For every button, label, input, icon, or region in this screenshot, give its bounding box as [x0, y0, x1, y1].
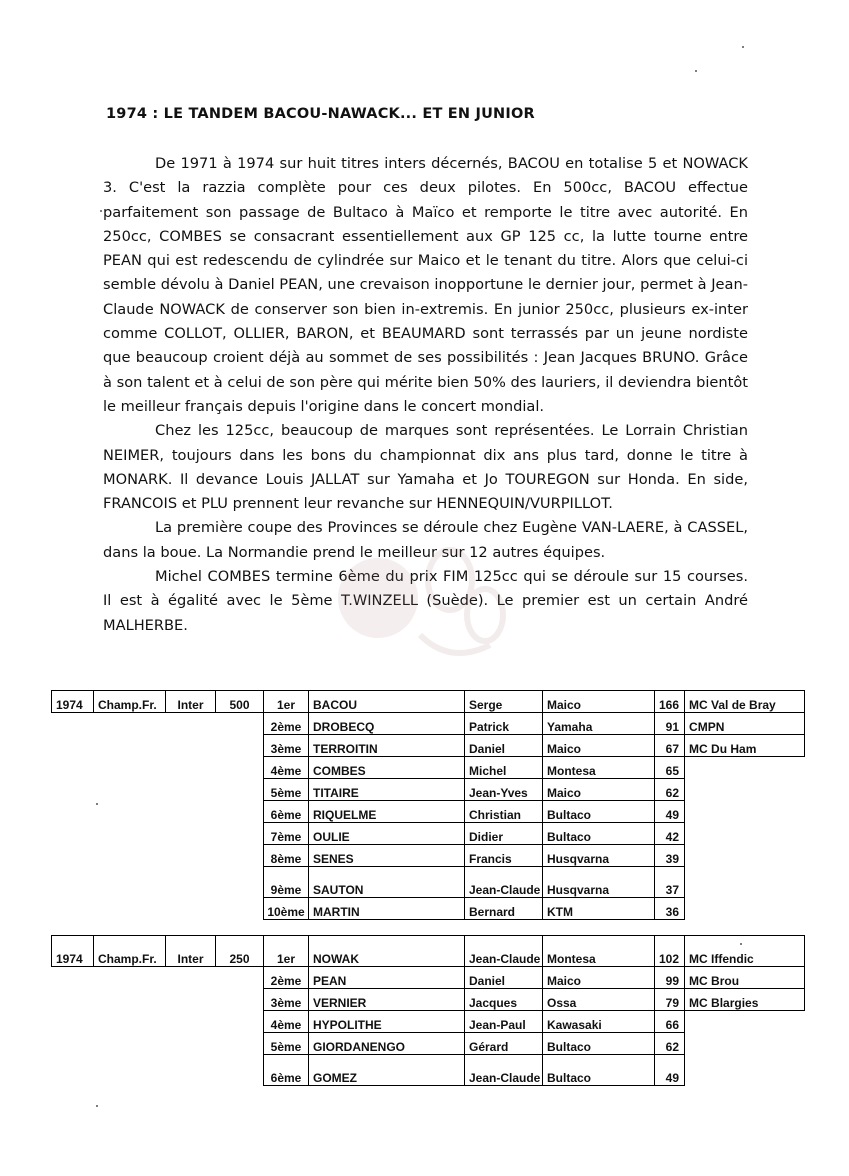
points-cell: 37 [655, 867, 685, 898]
table-row [52, 779, 805, 801]
empty-cell [52, 1055, 94, 1086]
empty-cell [52, 801, 94, 823]
points-cell: 65 [655, 757, 685, 779]
position-cell: 4ème [264, 757, 309, 779]
empty-cell [216, 1033, 264, 1055]
rider-name-cell: GIORDANENGO [309, 1033, 465, 1055]
bike-cell: Yamaha [543, 713, 655, 735]
rider-name-cell: PEAN [309, 967, 465, 989]
position-cell: 1er [264, 936, 309, 967]
first-name-cell: Daniel [465, 735, 543, 757]
empty-cell [216, 1055, 264, 1086]
club-cell [685, 801, 805, 823]
empty-cell [52, 867, 94, 898]
rider-name-cell: OULIE [309, 823, 465, 845]
points-cell: 62 [655, 1033, 685, 1055]
table-row [52, 1033, 805, 1055]
empty-cell [216, 735, 264, 757]
bike-cell: Maico [543, 735, 655, 757]
first-name-cell: Jean-Yves [465, 779, 543, 801]
points-cell: 39 [655, 845, 685, 867]
empty-cell [94, 845, 166, 867]
bike-cell: Kawasaki [543, 1011, 655, 1033]
empty-cell [52, 779, 94, 801]
bike-cell: Bultaco [543, 1055, 655, 1086]
empty-cell [52, 898, 94, 920]
club-cell: CMPN [685, 713, 805, 735]
table-row [52, 1011, 805, 1033]
table-row [52, 735, 805, 757]
class-cell: 250 [216, 936, 264, 967]
empty-cell [166, 989, 216, 1011]
bike-cell: Maico [543, 967, 655, 989]
position-cell: 6ème [264, 1055, 309, 1086]
points-cell: 42 [655, 823, 685, 845]
table-row [52, 936, 805, 967]
rider-name-cell: BACOU [309, 691, 465, 713]
bike-cell: Bultaco [543, 823, 655, 845]
first-name-cell: Christian [465, 801, 543, 823]
bike-cell: KTM [543, 898, 655, 920]
table-row [52, 867, 805, 898]
scan-speck [695, 70, 697, 72]
club-cell [685, 779, 805, 801]
rider-name-cell: COMBES [309, 757, 465, 779]
first-name-cell: Jean-Claude [465, 867, 543, 898]
club-cell [685, 1055, 805, 1086]
table-row [52, 801, 805, 823]
first-name-cell: Francis [465, 845, 543, 867]
table-row [52, 823, 805, 845]
empty-cell [166, 801, 216, 823]
year-cell: 1974 [52, 936, 94, 967]
first-name-cell: Jean-Paul [465, 1011, 543, 1033]
empty-cell [52, 823, 94, 845]
empty-cell [216, 845, 264, 867]
results-table-250 [51, 935, 805, 1086]
position-cell: 2ème [264, 713, 309, 735]
empty-cell [216, 713, 264, 735]
rider-name-cell: SAUTON [309, 867, 465, 898]
bike-cell: Husqvarna [543, 867, 655, 898]
empty-cell [166, 1033, 216, 1055]
position-cell: 2ème [264, 967, 309, 989]
empty-cell [52, 757, 94, 779]
bike-cell: Maico [543, 691, 655, 713]
position-cell: 5ème [264, 779, 309, 801]
club-cell [685, 867, 805, 898]
club-cell: MC Val de Bray [685, 691, 805, 713]
bike-cell: Maico [543, 779, 655, 801]
page-title: 1974 : LE TANDEM BACOU-NAWACK... ET EN JUNIOR [106, 106, 535, 122]
first-name-cell: Bernard [465, 898, 543, 920]
table-row [52, 713, 805, 735]
club-cell [685, 823, 805, 845]
points-cell: 36 [655, 898, 685, 920]
empty-cell [166, 1055, 216, 1086]
club-cell [685, 757, 805, 779]
bike-cell: Montesa [543, 757, 655, 779]
empty-cell [216, 779, 264, 801]
table-row [52, 691, 805, 713]
points-cell: 99 [655, 967, 685, 989]
club-cell: MC Brou [685, 967, 805, 989]
empty-cell [94, 898, 166, 920]
table-row [52, 989, 805, 1011]
table-row [52, 845, 805, 867]
points-cell: 49 [655, 1055, 685, 1086]
table-row [52, 967, 805, 989]
scan-speck [96, 803, 98, 805]
table-body [52, 936, 805, 1086]
empty-cell [52, 845, 94, 867]
position-cell: 10ème [264, 898, 309, 920]
rider-name-cell: MARTIN [309, 898, 465, 920]
points-cell: 62 [655, 779, 685, 801]
empty-cell [216, 801, 264, 823]
empty-cell [94, 967, 166, 989]
empty-cell [94, 713, 166, 735]
club-cell [685, 1011, 805, 1033]
empty-cell [216, 757, 264, 779]
table-row [52, 898, 805, 920]
empty-cell [52, 967, 94, 989]
paragraph: Chez les 125cc, beaucoup de marques sont représentées. Le Lorrain Christian NEIMER, toujours dans les bons du championnat dix ans plus tard, donne le titre à MONARK. Il devance Louis JALLAT sur Yamaha et Jo TOUREGON sur Honda. En side, FRANCOIS et PLU prennent leur revanche sur HENNEQUIN/VURPILLOT. [103, 422, 748, 513]
category-cell: Inter [166, 936, 216, 967]
empty-cell [216, 867, 264, 898]
first-name-cell: Jean-Claude [465, 1055, 543, 1086]
position-cell: 6ème [264, 801, 309, 823]
empty-cell [166, 735, 216, 757]
rider-name-cell: TERROITIN [309, 735, 465, 757]
category-cell: Inter [166, 691, 216, 713]
rider-name-cell: GOMEZ [309, 1055, 465, 1086]
points-cell: 166 [655, 691, 685, 713]
paragraph: Michel COMBES termine 6ème du prix FIM 125cc qui se déroule sur 15 courses. Il est à égalité avec le 5ème T.WINZELL (Suède). Le premier est un certain André MALHERBE. [103, 568, 748, 634]
empty-cell [94, 735, 166, 757]
paragraph: De 1971 à 1974 sur huit titres inters décernés, BACOU en totalise 5 et NOWACK 3. C'est la razzia complète pour ces deux pilotes. En 500cc, BACOU effectue parfaitement son passage de Bultaco à Maïco et remporte le titre avec autorité. En 250cc, COMBES se consacrant essentiellement aux GP 125 cc, la lutte tourne entre PEAN qui est redescendu de cylindrée sur Maico et le tenant du titre. Alors que celui-ci semble dévolu à Daniel PEAN, une crevaison inopportune le dernier jour, permet à Jean-Claude NOWACK de conserver son bien in-extremis. En junior 250cc, plusieurs ex-inter comme COLLOT, OLLIER, BARON, et BEAUMARD sont terrassés par un jeune nordiste que beaucoup croient déjà au sommet de ses possibilités : Jean Jacques BRUNO. Grâce à son talent et à celui de son père qui mérite bien 50% des lauriers, il deviendra bientôt le meilleur français depuis l'origine dans le concert mondial. [103, 155, 748, 415]
position-cell: 7ème [264, 823, 309, 845]
empty-cell [94, 823, 166, 845]
bike-cell: Bultaco [543, 1033, 655, 1055]
results-table-500 [51, 690, 805, 920]
empty-cell [94, 801, 166, 823]
first-name-cell: Patrick [465, 713, 543, 735]
empty-cell [216, 823, 264, 845]
empty-cell [166, 757, 216, 779]
scan-speck [96, 1105, 98, 1107]
table-row [52, 1055, 805, 1086]
bike-cell: Montesa [543, 936, 655, 967]
empty-cell [52, 713, 94, 735]
year-cell: 1974 [52, 691, 94, 713]
bike-cell: Bultaco [543, 801, 655, 823]
position-cell: 1er [264, 691, 309, 713]
table-body [52, 691, 805, 920]
championship-cell: Champ.Fr. [94, 936, 166, 967]
points-cell: 66 [655, 1011, 685, 1033]
empty-cell [52, 1033, 94, 1055]
empty-cell [94, 1055, 166, 1086]
points-cell: 102 [655, 936, 685, 967]
class-cell: 500 [216, 691, 264, 713]
empty-cell [52, 989, 94, 1011]
club-cell [685, 898, 805, 920]
empty-cell [166, 779, 216, 801]
paragraph: La première coupe des Provinces se déroule chez Eugène VAN-LAERE, à CASSEL, dans la boue. La Normandie prend le meilleur sur 12 autres équipes. [103, 519, 748, 561]
empty-cell [166, 823, 216, 845]
empty-cell [166, 713, 216, 735]
first-name-cell: Didier [465, 823, 543, 845]
position-cell: 3ème [264, 735, 309, 757]
empty-cell [94, 757, 166, 779]
empty-cell [94, 867, 166, 898]
club-cell: MC Iffendic [685, 936, 805, 967]
empty-cell [216, 1011, 264, 1033]
scan-speck [100, 210, 102, 212]
points-cell: 67 [655, 735, 685, 757]
first-name-cell: Michel [465, 757, 543, 779]
watermark-logo [330, 540, 520, 670]
empty-cell [94, 1033, 166, 1055]
empty-cell [216, 967, 264, 989]
first-name-cell: Gérard [465, 1033, 543, 1055]
scan-speck [740, 943, 742, 945]
first-name-cell: Jacques [465, 989, 543, 1011]
club-cell: MC Blargies [685, 989, 805, 1011]
points-cell: 49 [655, 801, 685, 823]
empty-cell [52, 1011, 94, 1033]
position-cell: 9ème [264, 867, 309, 898]
bike-cell: Husqvarna [543, 845, 655, 867]
scan-speck [742, 46, 744, 48]
points-cell: 91 [655, 713, 685, 735]
table-row [52, 757, 805, 779]
empty-cell [52, 735, 94, 757]
first-name-cell: Jean-Claude [465, 936, 543, 967]
position-cell: 4ème [264, 1011, 309, 1033]
rider-name-cell: RIQUELME [309, 801, 465, 823]
championship-cell: Champ.Fr. [94, 691, 166, 713]
rider-name-cell: HYPOLITHE [309, 1011, 465, 1033]
rider-name-cell: DROBECQ [309, 713, 465, 735]
empty-cell [216, 898, 264, 920]
rider-name-cell: SENES [309, 845, 465, 867]
first-name-cell: Serge [465, 691, 543, 713]
empty-cell [216, 989, 264, 1011]
empty-cell [166, 1011, 216, 1033]
club-cell: MC Du Ham [685, 735, 805, 757]
position-cell: 5ème [264, 1033, 309, 1055]
points-cell: 79 [655, 989, 685, 1011]
first-name-cell: Daniel [465, 967, 543, 989]
bike-cell: Ossa [543, 989, 655, 1011]
empty-cell [166, 867, 216, 898]
empty-cell [166, 845, 216, 867]
rider-name-cell: TITAIRE [309, 779, 465, 801]
club-cell [685, 845, 805, 867]
club-cell [685, 1033, 805, 1055]
empty-cell [94, 1011, 166, 1033]
empty-cell [166, 898, 216, 920]
position-cell: 3ème [264, 989, 309, 1011]
empty-cell [94, 779, 166, 801]
empty-cell [94, 989, 166, 1011]
empty-cell [166, 967, 216, 989]
rider-name-cell: VERNIER [309, 989, 465, 1011]
rider-name-cell: NOWAK [309, 936, 465, 967]
position-cell: 8ème [264, 845, 309, 867]
